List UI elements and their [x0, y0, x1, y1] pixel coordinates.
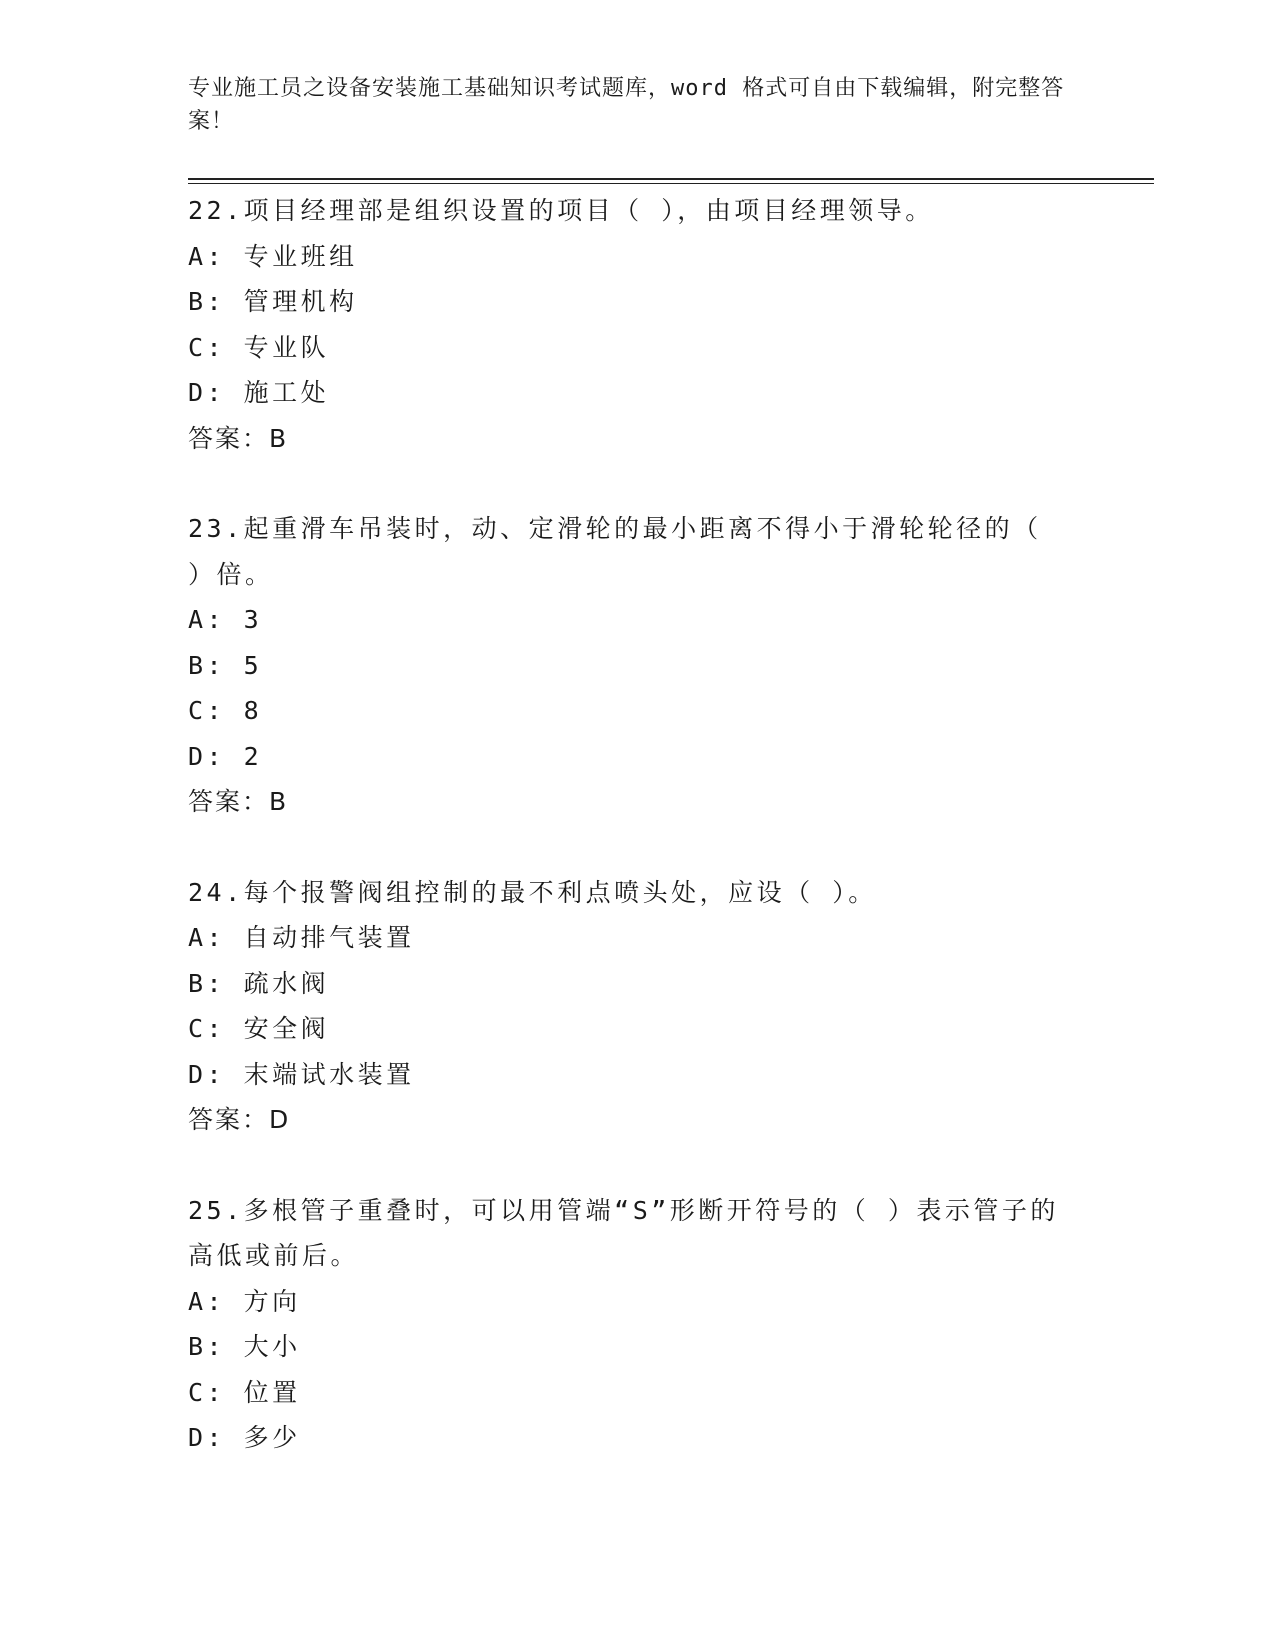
answer-line: 答案：B	[188, 787, 289, 816]
header-divider	[188, 178, 1154, 180]
question-25	[188, 1188, 1088, 1461]
question-24	[188, 870, 1088, 1143]
question-list	[188, 188, 1088, 1506]
document-header: 专业施工员之设备安装施工基础知识考试题库，word 格式可自由下载编辑，附完整答案！	[188, 76, 1065, 134]
option-a: A: 3	[188, 605, 263, 634]
header-divider-secondary	[188, 183, 1154, 184]
question-stem: 22.项目经理部是组织设置的项目（ ），由项目经理领导。	[188, 196, 934, 225]
option-b: B: 5	[188, 650, 263, 680]
option-a: A: 自动排气装置	[188, 923, 415, 952]
question-22	[188, 188, 1088, 461]
option-b: B: 管理机构	[188, 287, 358, 316]
option-b: B: 疏水阀	[188, 968, 330, 998]
option-c: C: 安全阀	[188, 1014, 330, 1043]
answer-line: 答案：D	[188, 1105, 291, 1134]
option-d: D: 施工处	[188, 378, 330, 407]
option-d: D: 多少	[188, 1423, 301, 1452]
option-c: C: 位置	[188, 1377, 301, 1407]
option-b: B: 大小	[188, 1332, 301, 1361]
option-c: C: 8	[188, 696, 263, 725]
option-d: D: 末端试水装置	[188, 1059, 415, 1089]
question-23	[188, 506, 1088, 825]
option-a: A: 专业班组	[188, 241, 358, 271]
question-stem: 24.每个报警阀组控制的最不利点喷头处，应设（ ）。	[188, 877, 877, 907]
option-a: A: 方向	[188, 1286, 301, 1316]
answer-line: 答案：B	[188, 423, 289, 453]
question-stem: 25.多根管子重叠时，可以用管端“S”形断开符号的（ ）表示管子的高低或前后。	[188, 1195, 1059, 1270]
option-d: D: 2	[188, 741, 263, 771]
question-stem: 23.起重滑车吊装时，动、定滑轮的最小距离不得小于滑轮轮径的（ ）倍。	[188, 514, 1042, 589]
option-c: C: 专业队	[188, 332, 330, 362]
